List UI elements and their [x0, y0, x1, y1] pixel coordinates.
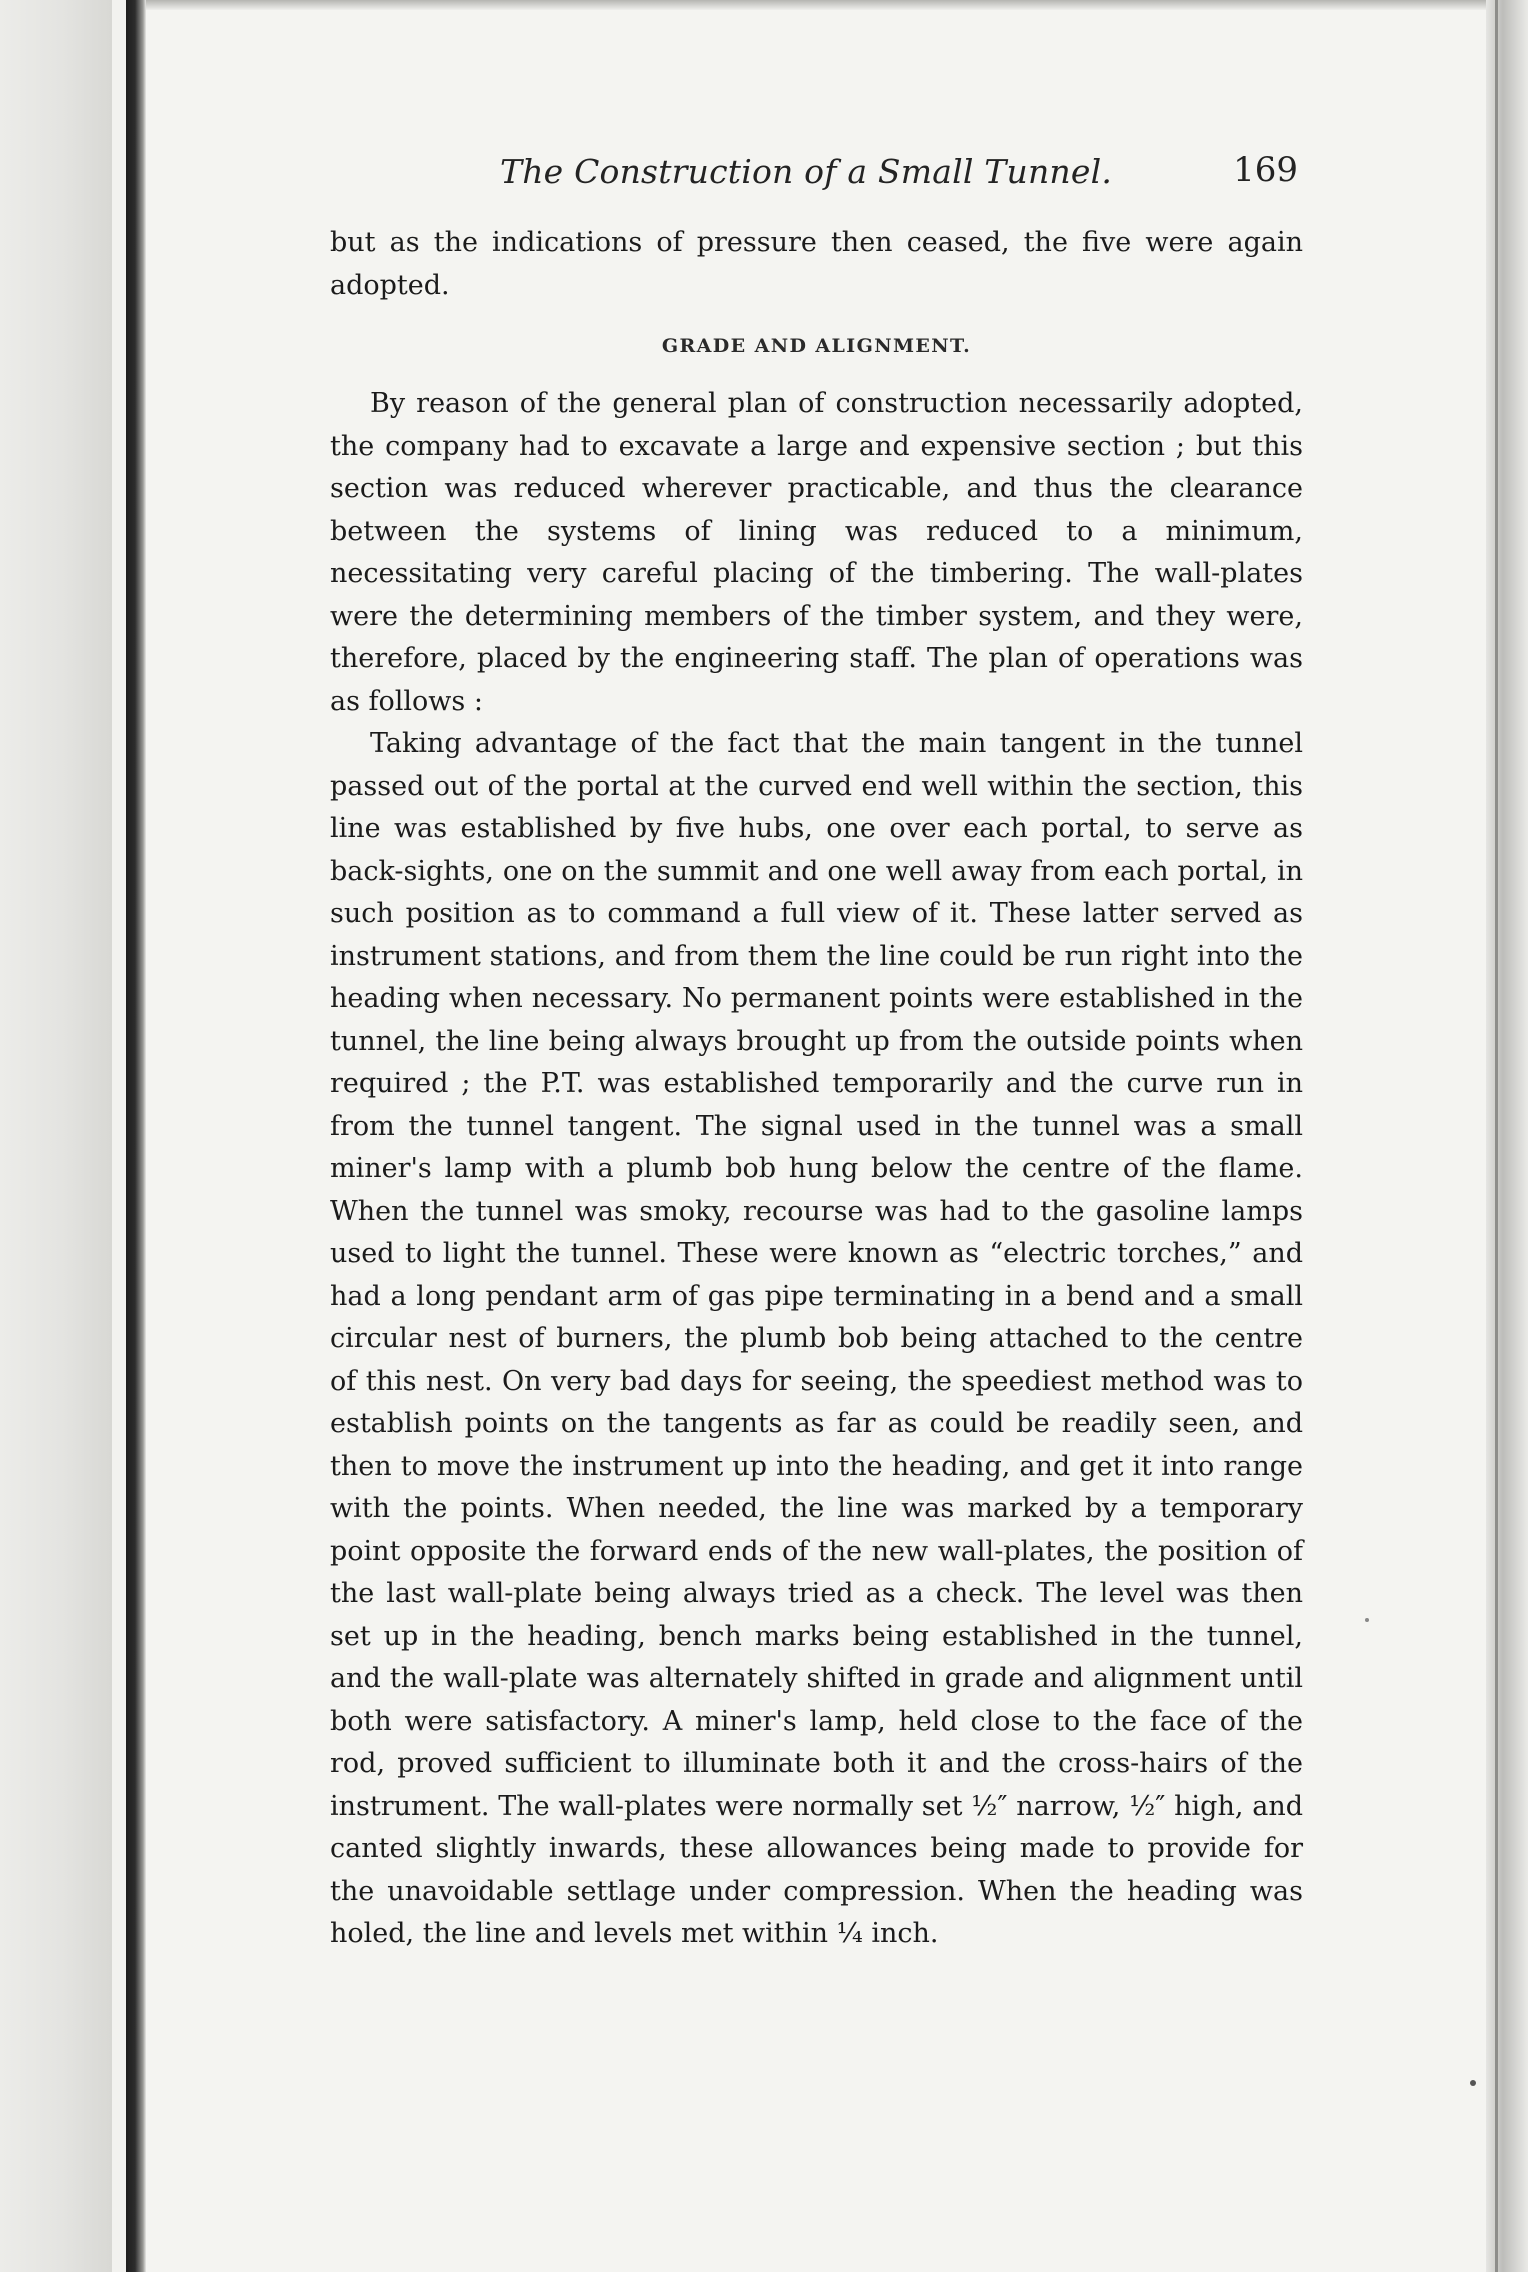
section-heading: GRADE AND ALIGNMENT. — [661, 335, 972, 357]
running-title: The Construction of a Small Tunnel. — [500, 152, 1113, 191]
paragraph-1: By reason of the general plan of construction necessarily adopted, the company had to excavate a large and expensive section ; but this section was reduced wherever practicable, and thus the clearance between the systems of lining was reduced to a minimum, necessitating very careful placing of the timbering. The wall-plates were the determining members of the timber system, and they were, therefore, placed by the engineering staff. The plan of operations was as follows : — [330, 388, 1303, 717]
left-page-edge — [0, 0, 112, 2272]
scan-speck — [1470, 2080, 1476, 2086]
page-top-shadow — [146, 0, 1486, 10]
page-number: 169 — [1233, 150, 1298, 190]
book-gutter — [126, 0, 146, 2272]
paragraph-2: Taking advantage of the fact that the main tangent in the tunnel passed out of the portal at the curved end well within the section, this line was established by five hubs, one over each portal, to serve as back-sights, one on the summit and one well away from each portal, in such position as to command a full view of it. These latter served as instrument stations, and from them the line could be run right into the heading when necessary. No permanent points were established in the tunnel, the line being always brought up from the outside points when required ; the P.T. was established temporarily and the curve run in from the tunnel tangent. The signal used in the tunnel was a small miner's lamp with a plumb bob hung below the centre of the flame. When the tunnel was smoky, recourse was had to the gasoline lamps used to light the tunnel. These were known as “electric torches,” and had a long pendant arm of gas pipe terminating in a bend and a small circular nest of burners, the plumb bob being attached to the centre of this nest. On very bad days for seeing, the speediest method was to establish points on the tangents as far as could be readily seen, and then to move the instrument up into the heading, and get it into range with the points. When needed, the line was marked by a temporary point opposite the forward ends of the new wall-plates, the position of the last wall-plate being always tried as a check. The level was then set up in the heading, bench marks being established in the tunnel, and the wall-plate was alternately shifted in grade and alignment until both were satisfactory. A miner's lamp, held close to the face of the rod, proved sufficient to illuminate both it and the cross-hairs of the instrument. The wall-plates were normally set ½″ narrow, ½″ high, and canted slightly inwards, these allowances being made to provide for the unavoidable settlage under compression. When the heading was holed, the line and levels met within ¼ inch. — [330, 728, 1303, 1949]
right-page-border — [1495, 0, 1498, 2272]
running-head — [330, 140, 1303, 204]
scan-speck — [1365, 1618, 1369, 1622]
page-text-block — [330, 140, 1303, 1956]
right-page-edge — [1486, 0, 1528, 2272]
continuation-paragraph: but as the indications of pressure then ceased, the five were again adopted. — [330, 227, 1303, 301]
